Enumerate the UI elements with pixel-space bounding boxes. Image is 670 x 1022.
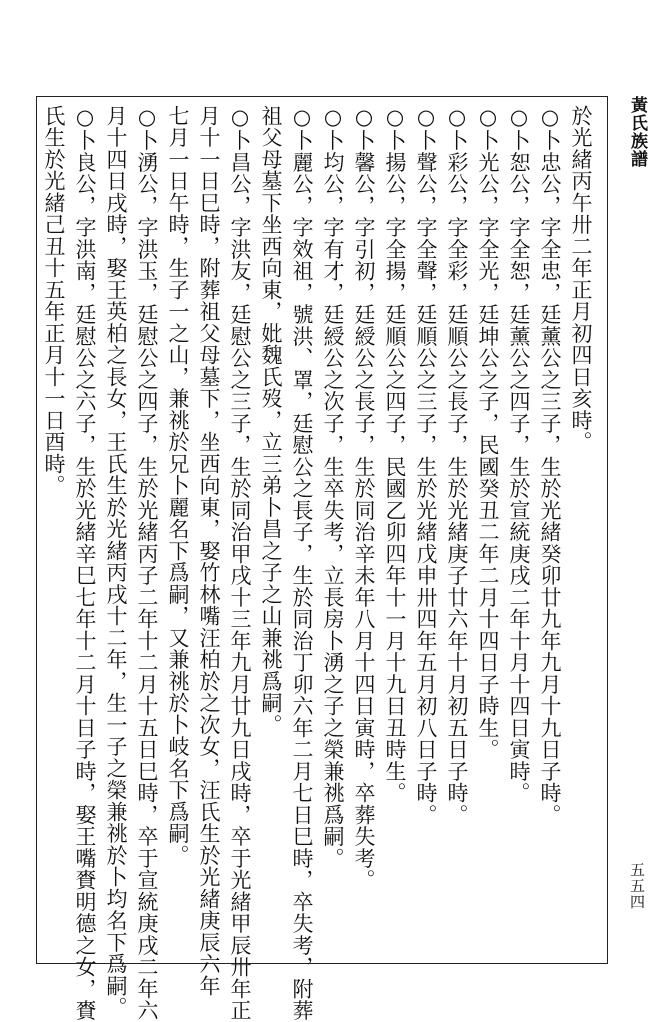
text-column: ○卜麗公，字效祖，號洪、罩，廷慰公之長子，生於同治丁卯六年二月七日巳時，卒失考，附葬 <box>290 105 314 1022</box>
text-column: ○卜昌公，字洪友，廷慰公之三子，生於同治甲戌十三年九月廿九日戌時，卒于光緒甲辰卅年正 <box>228 105 252 1022</box>
text-column: ○卜馨公，字引初，廷綬公之長子，生於同治辛未年八月十四日寅時，卒葬失考。 <box>352 105 376 891</box>
text-column: 七月一日午時，生子一之山，兼祧於兄卜麗名下爲嗣，又兼祧於卜岐名下爲嗣。 <box>166 105 190 867</box>
text-column: ○卜均公，字有才，廷綬公之次子，生卒失考，立長房卜湧之子之榮兼祧爲嗣。 <box>321 105 345 870</box>
text-column: ○卜恕公，字全恕，廷薰公之四子，生於宣統庚戌二年十月十四日寅時。 <box>507 105 531 804</box>
text-column: ○卜彩公，字全彩，廷順公之長子，生於光緒庚子廿六年十月初五日子時。 <box>445 105 469 826</box>
text-column: 於光緒丙午卅二年正月初四日亥時。 <box>569 105 593 453</box>
text-column: ○卜湧公，字洪玉，廷慰公之四子，生於光緒丙子二年十二月十五日巳時，卒于宣統庚戌二年六 <box>135 105 159 1022</box>
text-column: ○卜揚公，字全揚，廷順公之四子，民國乙卯四年十一月十九日丑時生。 <box>383 105 407 804</box>
text-column: 氏生於光緒己丑十五年正月十一日酉時。 <box>42 105 66 497</box>
page-number: 五五四 <box>628 862 646 910</box>
header-title: 黃氏族譜 <box>627 96 647 168</box>
text-column: ○卜聲公，字全聲，廷順公之三子，生於光緒戊申卅四年五月初八日子時。 <box>414 105 438 826</box>
text-column: 月十四日戌時，娶王英柏之長女，王氏生於光緒丙戌十二年，生一子之榮兼祧於卜均名下爲嗣。 <box>104 105 128 1019</box>
text-column: ○卜忠公，字全忠，廷薰公之三子，生於光緒癸卯廿九年九月十九日子時。 <box>538 105 562 826</box>
text-frame <box>36 96 608 1022</box>
text-column: ○卜良公，字洪南，廷慰公之六子，生於光緒辛巳七年十二月十日子時，娶王嘴賚明德之女，賚 <box>73 105 97 1022</box>
text-column: 月十一日巳時，附葬祖父母墓下，坐西向東，娶竹林嘴汪柏於之次女，汪氏生於光緒庚辰六年 <box>197 105 221 997</box>
text-column: 祖父母墓下坐西向東，妣魏氏歿，立三弟卜昌之子之山兼祧爲嗣。 <box>259 105 283 736</box>
text-column: ○卜光公，字全光，廷坤公之子，民國癸丑二年二月十四日子時生。 <box>476 105 500 761</box>
